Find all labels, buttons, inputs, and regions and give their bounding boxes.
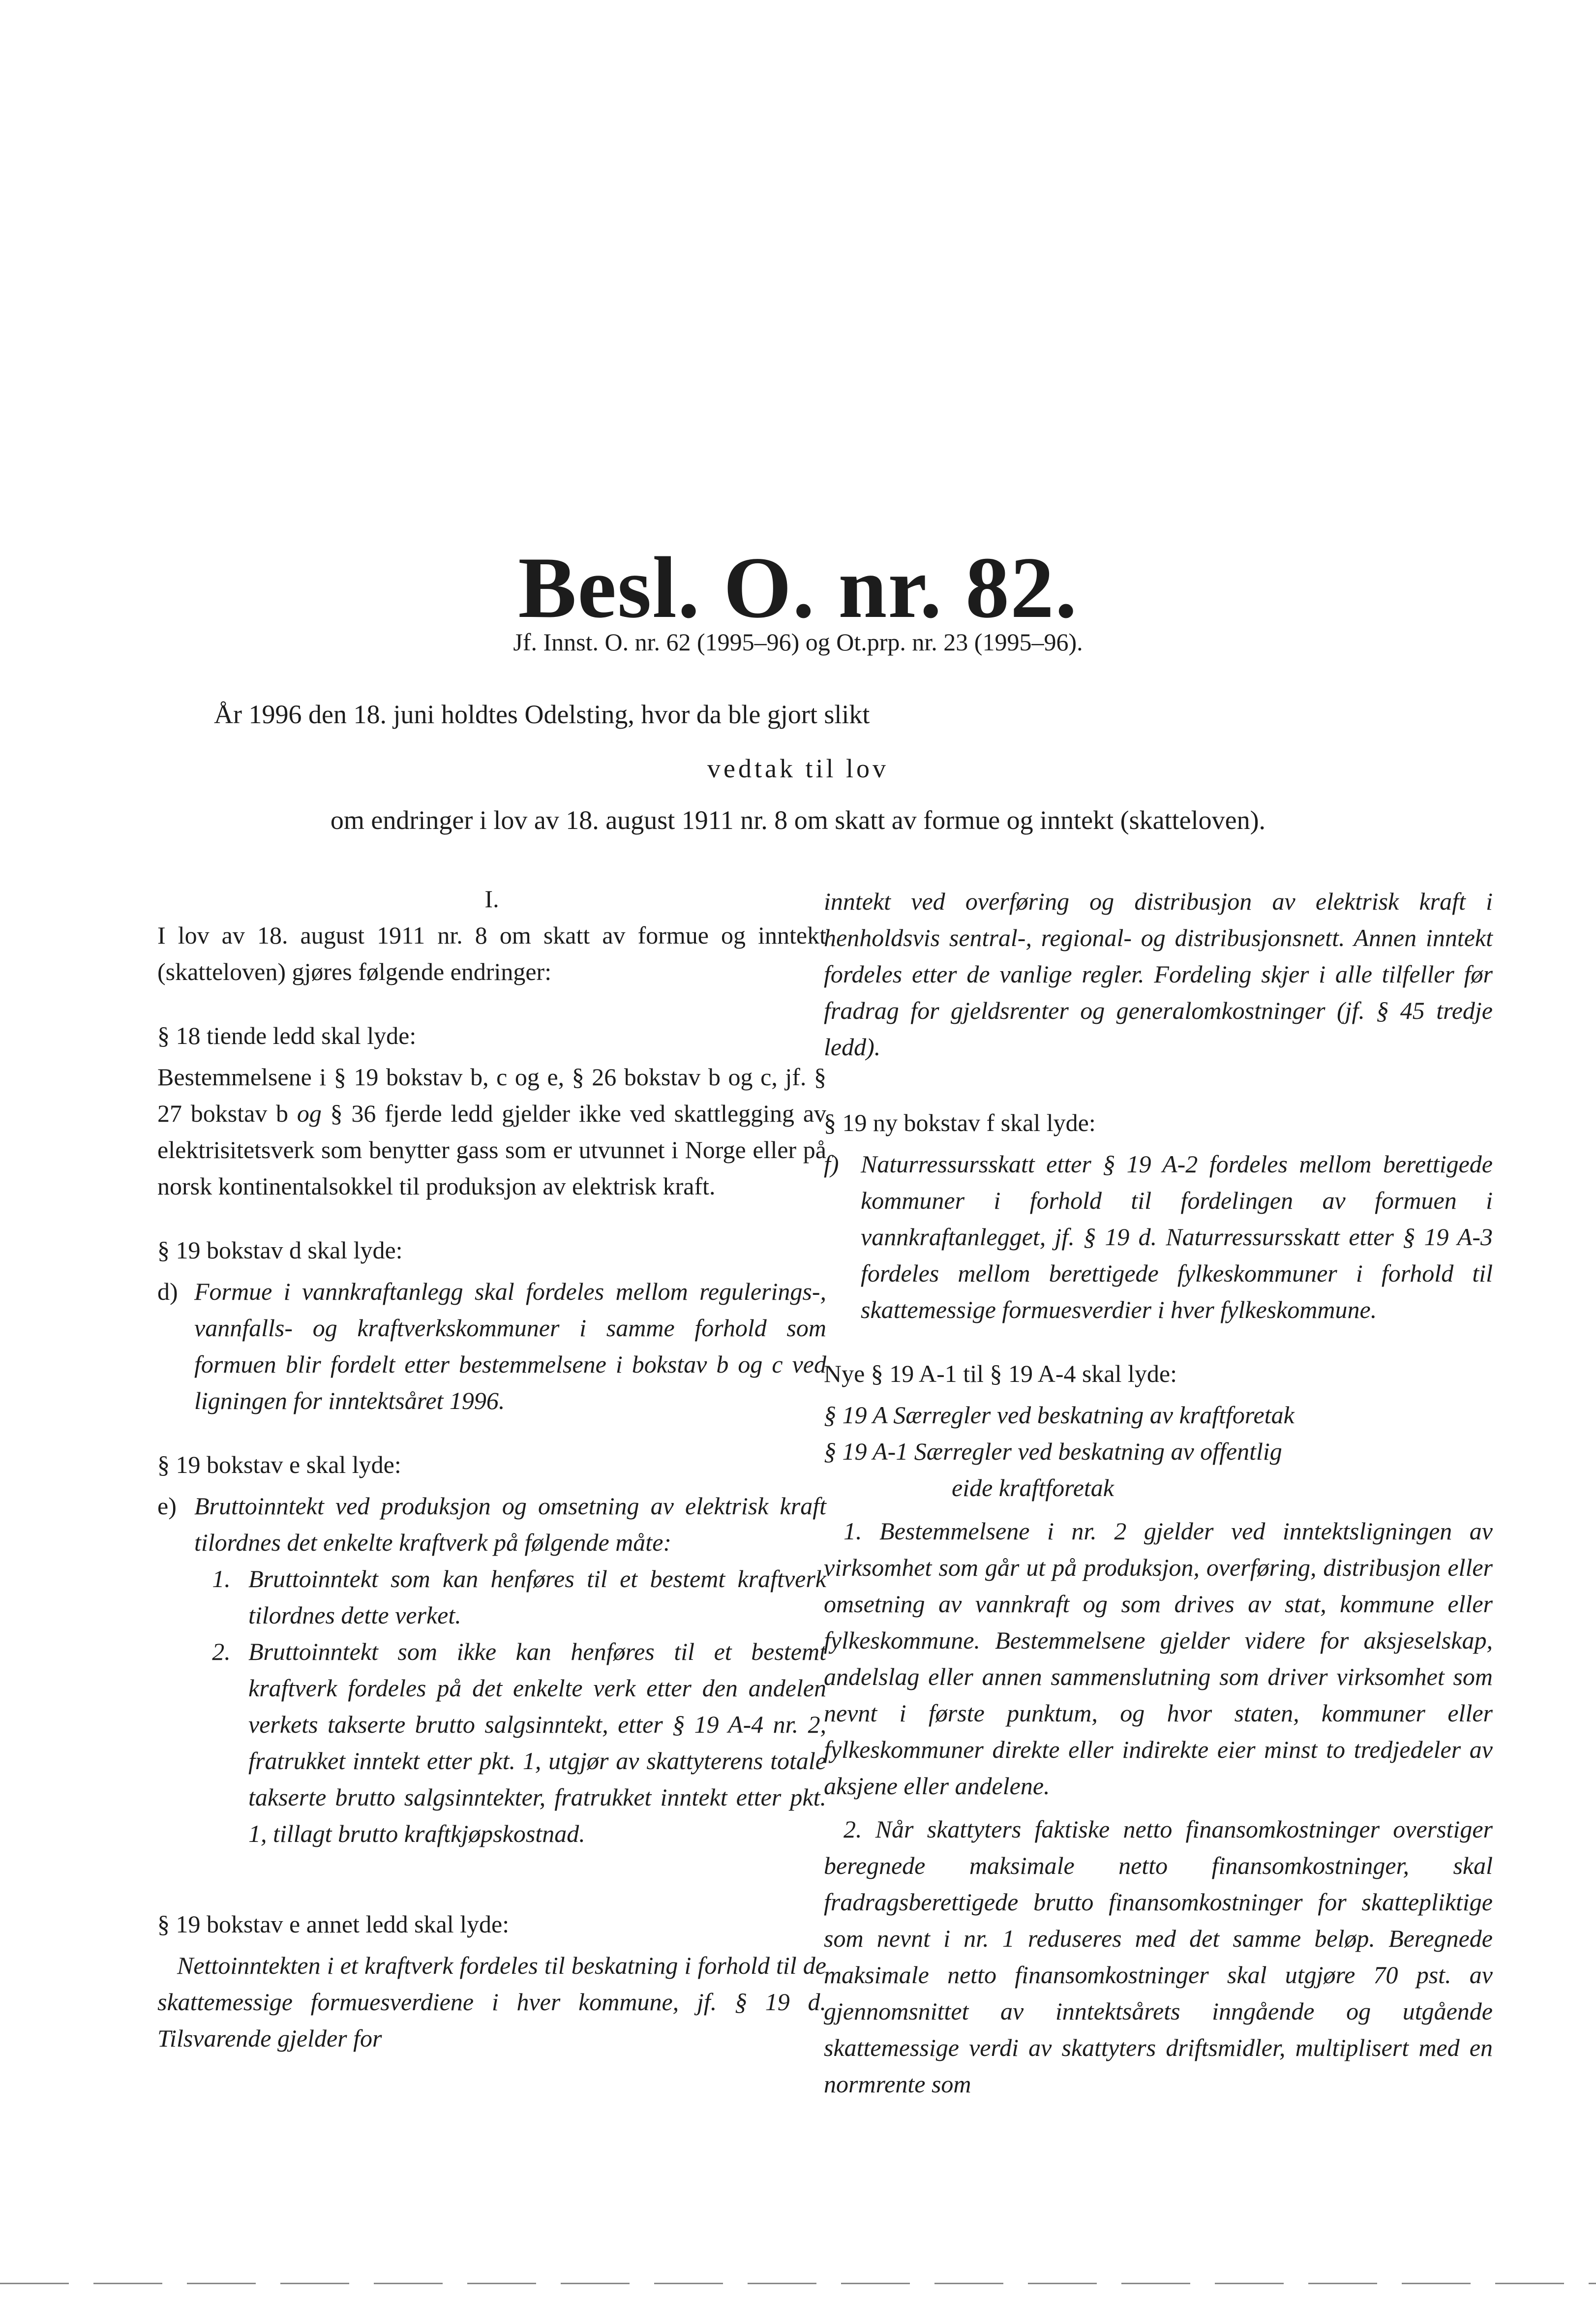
continuation-text: inntekt ved overføring og distribusjon av elektrisk kraft i henholdsvis sentral-, regional- og distribusjonsnett. Annen inntekt fordeles etter de vanlige regler. Fordeling skjer i alle tilfeller før fradrag for gjeldsrenter og generalomkostninger (jf. § 45 tredje ledd).: [824, 888, 1493, 1061]
s19a1-paragraph-1: 1. Bestemmelsene i nr. 2 gjelder ved inntektsligningen av virksomhet som går ut på produksjon, overføring, distribusjon eller omsetning av vannkraft og som drives av stat, kommune eller fylkeskommune. Bestemmelsene gjelder videre for aksjeselskap, andelslag eller annen sammenslutning som driver virksomhet som nevnt i første punktum, og hvor staten, kommuner eller fylkeskommuner direkte eller indirekte eier minst to tredjedeler av aksjene eller andelene.: [824, 1517, 1493, 1800]
s19e2-text: Nettoinntekten i et kraftverk fordeles til beskatning i forhold til de skattemessige formuesverdiene i hver kommune, jf. § 19 d. Tilsvarende gjelder for: [157, 1952, 826, 2052]
s19a1-title-line-2: eide kraftforetak: [952, 1474, 1114, 1501]
s19f-heading: § 19 ny bokstav f skal lyde:: [824, 1109, 1096, 1136]
s19e-subitem-1-text: Bruttoinntekt som kan henføres til et bestemt kraftverk tilordnes dette verket.: [248, 1565, 826, 1629]
s19d-heading: § 19 bokstav d skal lyde:: [157, 1236, 403, 1264]
s19e-subitem-1: [194, 1561, 826, 1633]
s19d-item: [157, 1273, 826, 1419]
s19f-label: f): [824, 1150, 839, 1178]
left-column: [157, 881, 826, 2056]
s19e-subitem-2-text: Bruttoinntekt som ikke kan henføres til et bestemt kraftverk fordeles på det enkelte verk etter den andelen verkets takserte brutto salgsinntekt, etter § 19 A-4 nr. 2, fratrukket inntekt etter pkt. 1, utgjør av skattyterens totale takserte brutto salgsinntekter, fratrukket inntekt etter pkt. 1, tillagt brutto kraftkjøpskostnad.: [248, 1638, 826, 1847]
s19a-title: § 19 A Særregler ved beskatning av kraftforetak: [824, 1401, 1295, 1429]
s19e-subitem-1-number: 1.: [212, 1565, 231, 1593]
s19f-text: Naturressursskatt etter § 19 A-2 fordeles mellom berettigede kommuner i forhold til fordelingen av formuen i vannkraftanlegget, jf. § 19 d. Naturressursskatt etter § 19 A-3 fordeles mellom berettigede fylkeskommuner i forhold til skattemessige formuesverdier i hver fylkeskommune.: [861, 1150, 1493, 1323]
s19e-label: e): [157, 1492, 177, 1520]
s19e2-heading: § 19 bokstav e annet ledd skal lyde:: [157, 1910, 510, 1938]
s19a1-title-line-1: § 19 A-1 Særregler ved beskatning av offentlig: [824, 1438, 1282, 1465]
opening-paragraph: I lov av 18. august 1911 nr. 8 om skatt av formue og inntekt (skatteloven) gjøres følgende endringer:: [157, 921, 826, 985]
s18-text-part-1: Bestemmelsene i § 19 bokstav b, c og e, § 26 bokstav b og c, jf. § 27 bokstav b: [157, 1063, 826, 1127]
s19a1-paragraph-2: 2. Når skattyters faktiske netto finansomkostninger overstiger beregnede maksimale netto finansomkostninger, skal fradragsberettigede brutto finansomkostninger for skattepliktige som nevnt i nr. 1 reduseres med det samme beløp. Beregnede maksimale netto finansomkostninger skal utgjøre 70 pst. av gjennomsnittet av inntektsårets inngående og utgående skattemessige verdi av skattyters driftsmidler, multiplisert med en normrente som: [824, 1815, 1493, 2098]
right-column: [824, 883, 1493, 2102]
section-roman-numeral: I.: [484, 885, 499, 913]
s18-text: [157, 1059, 826, 1204]
s19f-item: [824, 1146, 1493, 1328]
s19e-text: Bruttoinntekt ved produksjon og omsetning av elektrisk kraft tilordnes det enkelte kraftverk på følgende måte:: [194, 1492, 826, 1556]
s19e-subitem-2-number: 2.: [212, 1638, 231, 1665]
document-reference: Jf. Innst. O. nr. 62 (1995–96) og Ot.prp. nr. 23 (1995–96).: [513, 628, 1083, 656]
vedtak-heading: vedtak til lov: [707, 754, 889, 783]
s19d-text: Formue i vannkraftanlegg skal fordeles mellom regulerings-, vannfalls- og kraftverkskommuner i samme forhold som formuen blir fordelt etter bestemmelsene i bokstav b og c ved ligningen for inntektsåret 1996.: [194, 1278, 826, 1414]
s18-text-og: og: [297, 1100, 322, 1127]
law-name: om endringer i lov av 18. august 1911 nr. 8 om skatt av formue og inntekt (skatteloven).: [330, 805, 1266, 835]
s19e-subitem-2: [194, 1633, 826, 1852]
footer-scan-rule: [0, 2283, 1596, 2284]
session-intro: År 1996 den 18. juni holdtes Odelsting, hvor da ble gjort slikt: [214, 700, 870, 729]
s18-text-part-2: § 36 fjerde ledd gjelder ikke ved skattlegging av elektrisitetsverk som benytter gass som er utvunnet i Norge eller på norsk kontinentalsokkel til produksjon av elektrisk kraft.: [157, 1100, 827, 1200]
s19e-heading: § 19 bokstav e skal lyde:: [157, 1451, 401, 1478]
s19d-label: d): [157, 1278, 178, 1305]
document-title: Besl. O. nr. 82.: [518, 539, 1078, 636]
s19a-heading: Nye § 19 A-1 til § 19 A-4 skal lyde:: [824, 1360, 1177, 1387]
s18-heading: § 18 tiende ledd skal lyde:: [157, 1022, 417, 1049]
s19e-item: [157, 1488, 826, 1561]
